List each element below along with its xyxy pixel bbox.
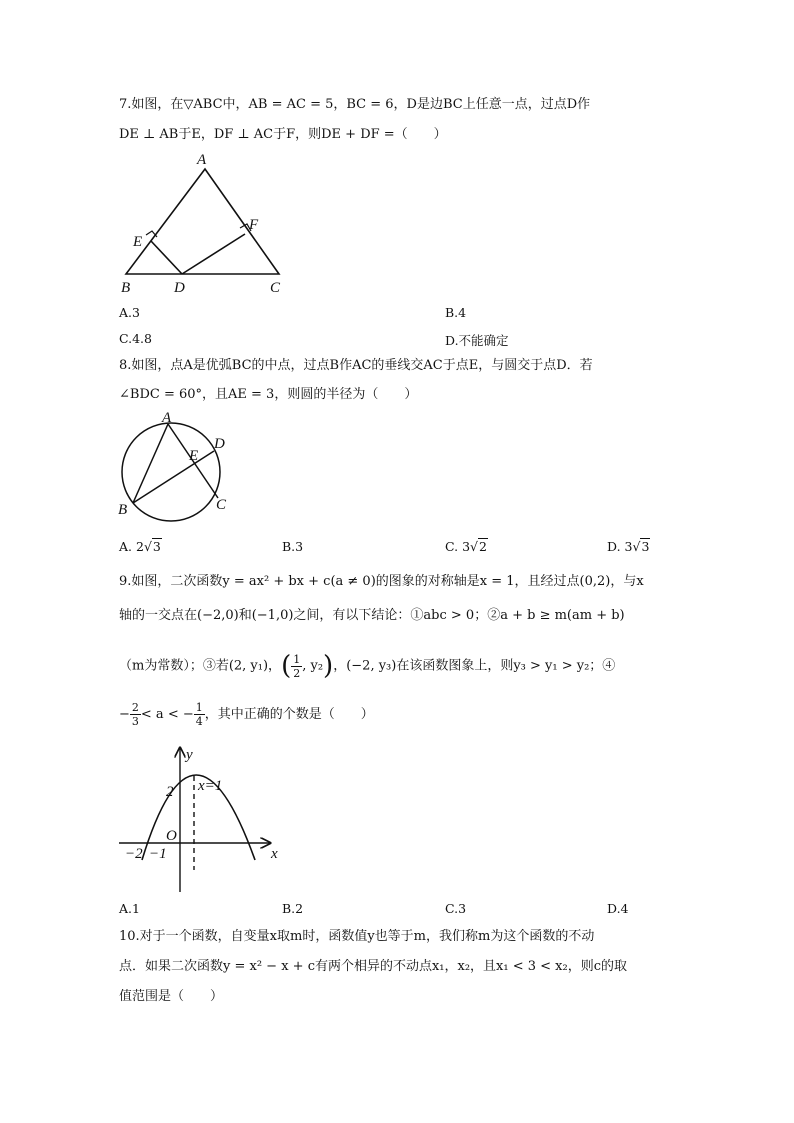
fraction-denominator: 4 <box>195 715 203 728</box>
fraction-numerator: 1 <box>293 652 301 666</box>
q8-text-line2: ∠BDC = 60°，且AE = 3，则圆的半径为（ ） <box>119 387 418 402</box>
q9-parabola-figure <box>115 742 290 897</box>
q10-text-line2: 点．如果二次函数y = x² − x + c有两个相异的不动点x₁，x₂，且x₁ < 3 < x₂，则c的取 <box>119 959 628 974</box>
q7-label-E: E <box>133 234 143 250</box>
q7-triangle-figure <box>115 150 295 295</box>
q8-text-line1: 8.如图，点A是优弧BC的中点，过点B作AC的垂线交AC于点E，与圆交于点D．若 <box>119 358 593 373</box>
q9-label-y: y <box>186 747 193 763</box>
q7-option-c[interactable]: C.4.8 <box>119 331 152 346</box>
q9-text-line4 <box>119 697 374 733</box>
q9-fraction-two-thirds <box>130 701 141 728</box>
q8-circle-figure <box>115 410 240 525</box>
q9-label-x: x <box>271 846 278 862</box>
q9-line3-part-c: ，(−2, y₃)在该函数图象上，则y₃ > y₁ > y₂；④ <box>333 658 616 674</box>
q9-option-c[interactable]: C.3 <box>445 901 467 916</box>
sqrt-icon: √ <box>632 539 641 554</box>
fraction-denominator: 3 <box>131 715 139 728</box>
q9-label-two: 2 <box>166 784 174 800</box>
q7-label-F: F <box>249 217 259 233</box>
q9-line4-end: ，其中正确的个数是（ ） <box>204 707 374 722</box>
q8-label-A: A <box>162 410 172 426</box>
q7-label-A: A <box>197 152 207 168</box>
q7-option-b[interactable]: B.4 <box>445 305 467 320</box>
q7-text-line2: DE ⊥ AB于E，DF ⊥ AC于F，则DE + DF =（ ） <box>119 127 447 142</box>
q7-option-a[interactable]: A.3 <box>119 305 140 320</box>
q8-label-D: D <box>214 436 225 452</box>
sqrt-icon: √ <box>143 539 152 554</box>
q10-text-line1: 10.对于一个函数，自变量x取m时，函数值y也等于m，我们称m为这个函数的不动 <box>119 929 595 944</box>
q9-label-symmetry-axis: x=1 <box>198 778 223 794</box>
q8-option-c-radicand: 2 <box>479 539 487 554</box>
q7-option-d[interactable]: D.不能确定 <box>445 333 509 348</box>
q9-line3-part-a: （m为常数）；③若(2, y₁)， <box>119 658 282 674</box>
fraction-numerator: 1 <box>195 701 203 714</box>
q7-label-D: D <box>174 280 185 296</box>
q9-fraction-half <box>291 653 302 680</box>
q7-label-C: C <box>270 280 281 296</box>
q7-text-line1: 7.如图，在▽ABC中，AB = AC = 5，BC = 6，D是边BC上任意一点，过点D作 <box>119 97 591 112</box>
q8-label-E: E <box>189 448 199 464</box>
q9-option-a[interactable]: A.1 <box>119 901 140 916</box>
sqrt-icon: √ <box>470 539 478 554</box>
q8-option-a-radicand: 3 <box>152 539 161 554</box>
q8-option-d[interactable] <box>607 539 650 554</box>
q9-text-line3 <box>119 646 615 687</box>
q8-option-c-prefix: C. 3 <box>445 539 471 554</box>
q9-text-line1: 9.如图，二次函数y = ax² + bx + c(a ≠ 0)的图象的对称轴是x = 1，且经过点(0,2)，与x <box>119 574 644 589</box>
q7-label-B: B <box>121 280 131 296</box>
q8-option-d-prefix: D. 3 <box>607 539 633 554</box>
q9-option-d[interactable]: D.4 <box>607 901 629 916</box>
q8-label-C: C <box>216 497 227 513</box>
q9-fraction-one-quarter <box>194 701 205 728</box>
paren-close-icon: ) <box>323 651 334 681</box>
q9-line4-mid: < a < − <box>140 707 194 722</box>
q8-option-b[interactable]: B.3 <box>282 539 304 554</box>
q9-option-b[interactable]: B.2 <box>282 901 304 916</box>
q8-option-a[interactable] <box>119 539 162 554</box>
q9-text-line2: 轴的一交点在(−2,0)和(−1,0)之间，有以下结论：①abc > 0；②a + b ≥ m(am + b) <box>119 608 625 623</box>
q9-label-neg2: −2 <box>125 846 143 862</box>
paren-open-icon: ( <box>281 651 292 681</box>
q9-label-origin: O <box>166 828 177 844</box>
fraction-numerator: 2 <box>131 701 139 714</box>
q8-option-a-prefix: A. 2 <box>119 539 144 554</box>
q9-label-neg1: −1 <box>149 846 167 862</box>
fraction-denominator: 2 <box>293 666 301 680</box>
q9-line3-part-b: , y₂ <box>302 658 324 674</box>
q8-label-B: B <box>118 502 128 518</box>
q10-text-line3: 值范围是（ ） <box>119 989 224 1004</box>
q8-option-d-radicand: 3 <box>641 539 650 554</box>
q8-option-c[interactable] <box>445 539 488 554</box>
minus-sign-icon: − <box>119 707 130 722</box>
